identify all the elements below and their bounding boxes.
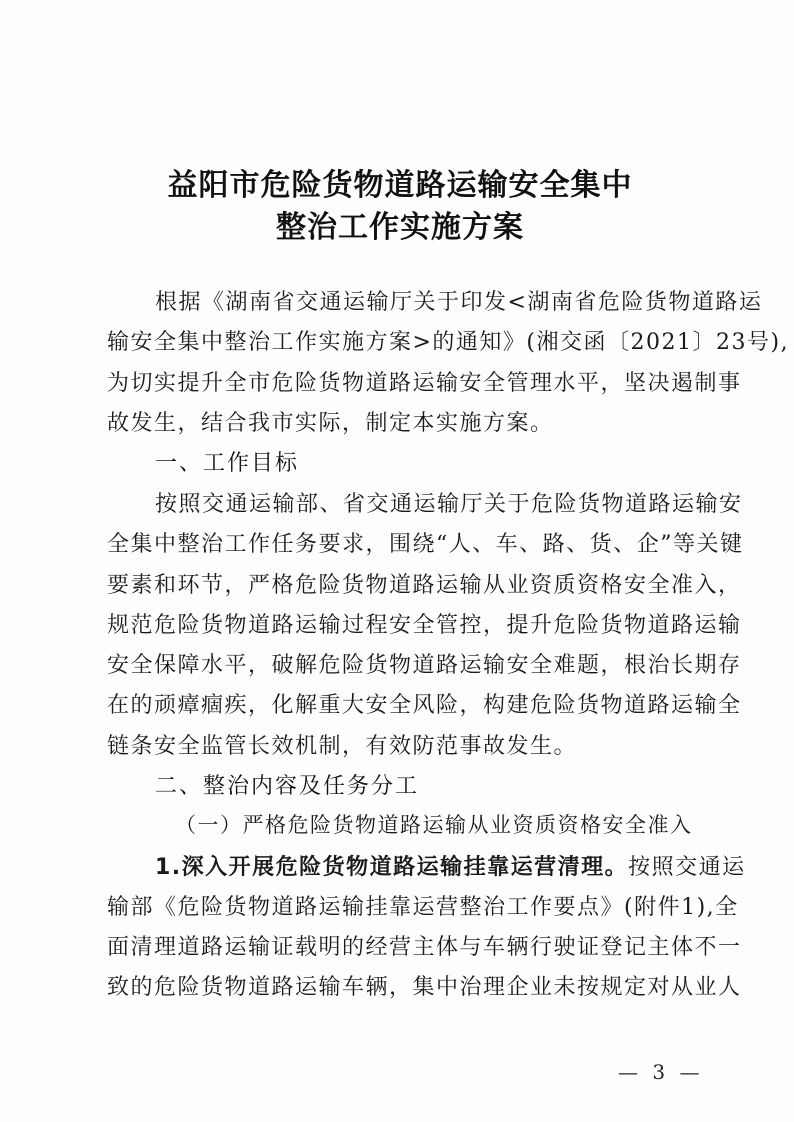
subsection-heading: （一）严格危险货物道路运输从业资质资格安全准入 [175, 813, 693, 837]
intro-line: 根据《湖南省交通运输厅关于印发<湖南省危险货物道路运 [155, 290, 763, 315]
item1-line: 输部《危险货物道路运输挂靠运营整治工作要点》(附件1),全 [107, 895, 739, 920]
section1-line: 安全保障水平，破解危险货物道路运输安全难题，根治长期存 [107, 653, 742, 678]
section1-line: 全集中整治工作任务要求，围绕“人、车、路、货、企”等关键 [107, 532, 744, 557]
item1-line: 面清理道路运输证载明的经营主体与车辆行驶证登记主体不一 [107, 935, 742, 960]
section-heading-goals: 一、工作目标 [155, 451, 300, 476]
section1-line: 要素和环节，严格危险货物道路运输从业资质资格安全准入， [107, 573, 742, 598]
section1-line: 在的顽瘴痼疾，化解重大安全风险，构建危险货物道路运输全 [107, 693, 742, 718]
page-number: — 3 — [618, 1060, 704, 1084]
document-title-line-1: 益阳市危险货物道路运输安全集中 [167, 168, 633, 203]
item1-first-line [155, 850, 746, 881]
document-title-line-2: 整治工作实施方案 [276, 210, 524, 245]
intro-line: 故发生，结合我市实际，制定本实施方案。 [107, 411, 554, 436]
section1-line: 规范危险货物道路运输过程安全管控，提升危险货物道路运输 [107, 613, 742, 638]
section1-line: 按照交通运输部、省交通运输厅关于危险货物道路运输安 [155, 492, 743, 517]
section1-line: 链条安全监管长效机制，有效防范事故发生。 [107, 734, 578, 759]
intro-line: 为切实提升全市危险货物道路运输安全管理水平，坚决遏制事 [107, 371, 742, 396]
item1-line: 致的危险货物道路运输车辆，集中治理企业未按规定对从业人 [107, 975, 742, 1000]
item1-bold-lead: 1.深入开展危险货物道路运输挂靠运营清理。 [155, 855, 629, 880]
section-heading-content: 二、整治内容及任务分工 [155, 774, 420, 799]
intro-line: 输安全集中整治工作实施方案>的通知》(湘交函〔2021〕23号), [107, 330, 790, 355]
item1-lead-rest: 按照交通运 [628, 855, 746, 880]
